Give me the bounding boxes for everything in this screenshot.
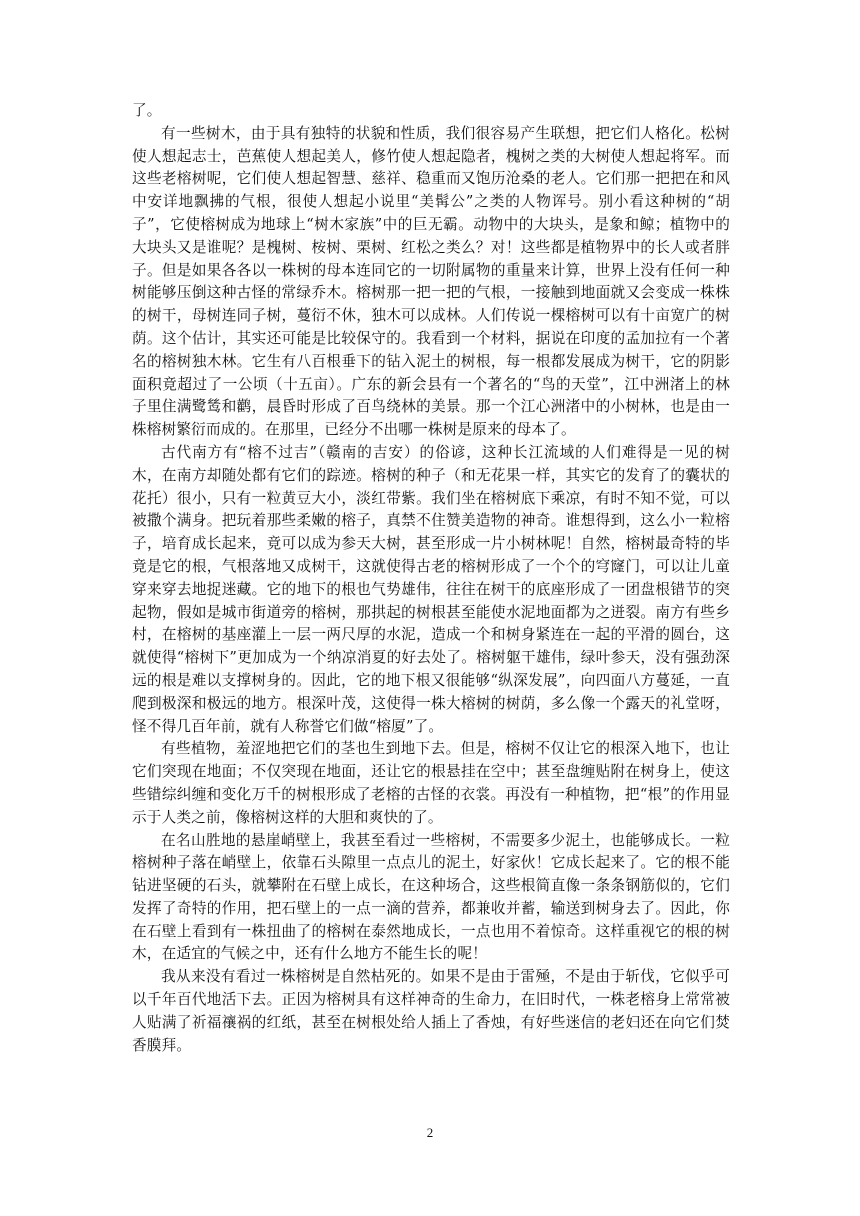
paragraph: 有一些树木，由于具有独特的状貌和性质，我们很容易产生联想，把它们人格化。松树使人想起志士，芭蕉使人想起美人，修竹使人想起隐者，槐树之类的大树使人想起将军。而这些老榕树呢，它们使人想起智慧、慈祥、稳重而又饱历沧桑的老人。它们那一把把在和风中安详地飘拂的气根，很使人想起小说里“美髯公”之类的人物诨号。别小看这种树的“胡子”，它使榕树成为地球上“树木家族”中的巨无霸。动物中的大块头，是象和鲸；植物中的大块头又是谁呢？是槐树、桉树、栗树、红松之类么？对！这些都是植物界中的长人或者胖子。但是如果各各以一株树的母本连同它的一切附属物的重量来计算，世界上没有任何一种树能够压倒这种古怪的常绿乔木。榕树那一把一把的气根，一接触到地面就又会变成一株株的树干，母树连同子树，蔓衍不休，独木可以成林。人们传说一棵榕树可以有十亩宽广的树荫。这个估计，其实还可能是比较保守的。我看到一个材料，据说在印度的孟加拉有一个著名的榕树独木林。它生有八百根垂下的钻入泥土的树根，每一根都发展成为树干，它的阴影面积竟超过了一公顷（十五亩）。广东的新会县有一个著名的“鸟的天堂”，江中洲渚上的林子里住满鹭鸶和鹳，晨昏时形成了百鸟绕林的美景。那一个江心洲渚中的小树林，也是由一株榕树繁衍而成的。在那里，已经分不出哪一株树是原来的母本了。 (132, 124, 730, 439)
paragraph: 我从来没有看过一株榕树是自然枯死的。如果不是由于雷殛，不是由于斩伐，它似乎可以千年百代地活下去。正因为榕树具有这样神奇的生命力，在旧时代，一株老榕身上常常被人贴满了祈福禳祸的红纸，甚至在树根处给人插上了香烛，有好些迷信的老妇还在向它们焚香膜拜。 (132, 968, 730, 1054)
paragraph: 在名山胜地的悬崖峭壁上，我甚至看过一些榕树，不需要多少泥土，也能够成长。一粒榕树种子落在峭壁上，依靠石头隙里一点点儿的泥土，好家伙！它成长起来了。它的根不能钻进坚硬的石头，就攀附在石壁上成长，在这种场合，这些根简直像一条条钢筋似的，它们发挥了奇特的作用，把石壁上的一点一滴的营养，都兼收并蓄，输送到树身去了。因此，你在石壁上看到有一株扭曲了的榕树在泰然地成长，一点也用不着惊奇。这样重视它的根的树木，在适宜的气候之中，还有什么地方不能生长的呢！ (132, 831, 730, 963)
paragraph: 古代南方有“榕不过吉”（赣南的吉安）的俗谚，这种长江流域的人们难得是一见的树木，在南方却随处都有它们的踪迹。榕树的种子（和无花果一样，其实它的发育了的囊状的花托）很小，只有一粒黄豆大小，淡红带紫。我们坐在榕树底下乘凉，有时不知不觉，可以被撒个满身。把玩着那些柔嫩的榕子，真禁不住赞美造物的神奇。谁想得到，这么小一粒榕子，培育成长起来，竟可以成为参天大树，甚至形成一片小树林呢！自然，榕树最奇特的毕竟是它的根，气根落地又成树干，这就使得古老的榕树形成了一个个的穹窿门，可以让儿童穿来穿去地捉迷藏。它的地下的根也气势雄伟，往往在树干的底座形成了一团盘根错节的突起物，假如是城市街道旁的榕树，那拱起的树根甚至能使水泥地面都为之迸裂。南方有些乡村，在榕树的基座灌上一层一两尺厚的水泥，造成一个和树身紧连在一起的平滑的圆台，这就使得“榕树下”更加成为一个纳凉消夏的好去处了。榕树躯干雄伟，绿叶参天，没有强劲深远的根是难以支撑树身的。因此，它的地下根又很能够“纵深发展”，向四面八方蔓延，一直爬到极深和极远的地方。根深叶茂，这使得一株大榕树的树荫，多么像一个露天的礼堂呀，怪不得几百年前，就有人称誉它们做“榕厦”了。 (132, 443, 730, 735)
page-number: 2 (426, 1125, 434, 1140)
paragraph: 有些植物，羞涩地把它们的茎也生到地下去。但是，榕树不仅让它的根深入地下，也让它们突现在地面；不仅突现在地面，还让它的根悬挂在空中；甚至盘缠贴附在树身上，使这些错综纠缠和变化万千的树根形成了老榕的古怪的衣裳。再没有一种植物，把“根”的作用显示于人类之前，像榕树这样的大胆和爽快的了。 (132, 740, 730, 826)
paragraph-continuation: 了。 (132, 102, 162, 119)
body-text (132, 100, 730, 1057)
